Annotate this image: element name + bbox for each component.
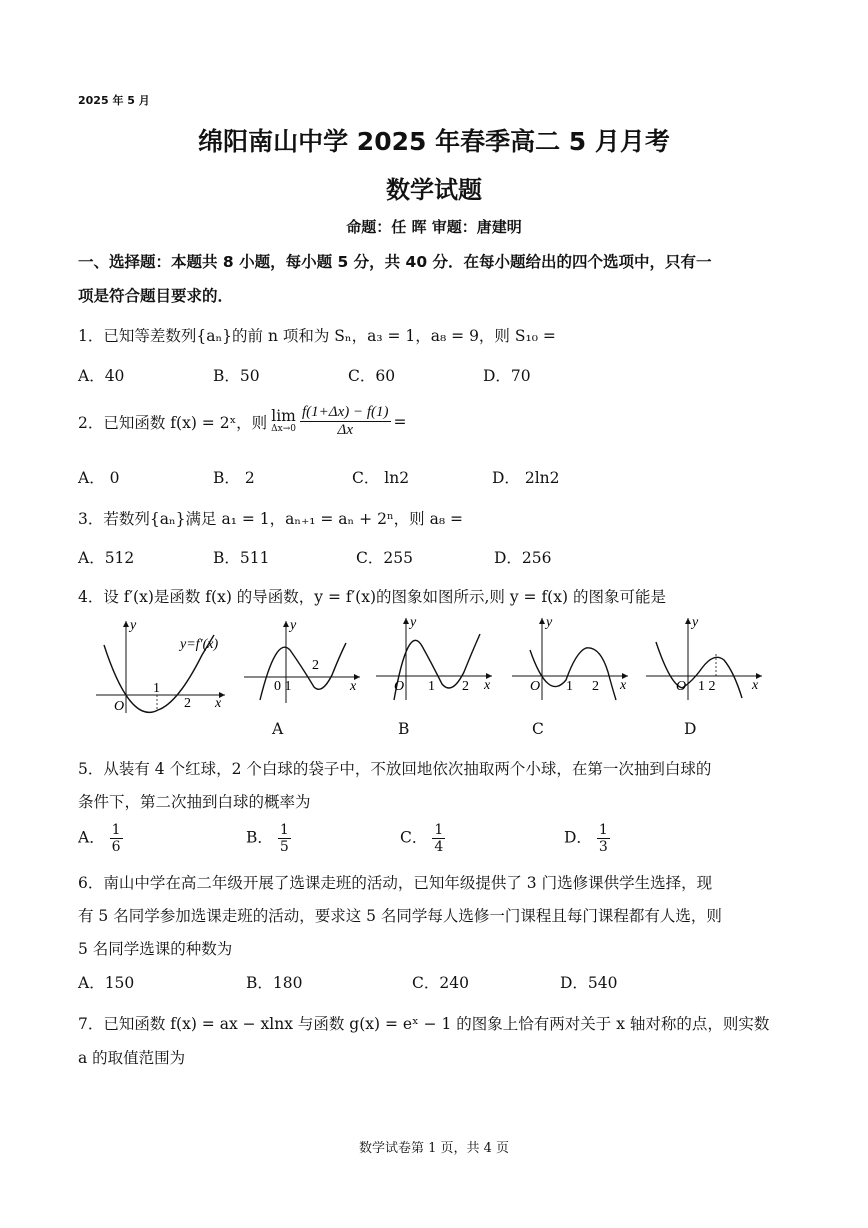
question-7-line1: 7．已知函数 f(x) = ax − xlnx 与函数 g(x) = eˣ − 1 的图象上恰有两对关于 x 轴对称的点，则实数 xyxy=(78,1015,770,1033)
option-a-graph xyxy=(240,615,365,705)
q2-option-d: D． 2ln2 xyxy=(492,469,560,487)
graph-label-d: D xyxy=(684,720,697,738)
q5-option-b xyxy=(246,822,291,855)
q1-option-b: B．50 xyxy=(213,367,260,385)
q5-option-d xyxy=(564,822,610,855)
d-tick-12: 1 2 xyxy=(698,679,716,694)
q5-option-d-label: D． xyxy=(564,828,592,847)
main-x-label: x xyxy=(215,696,222,711)
graph-label-b: B xyxy=(398,720,410,738)
q2-lim-sub: Δx→0 xyxy=(271,423,296,434)
question-5-line1: 5．从装有 4 个红球，2 个白球的袋子中，不放回地依次抽取两个小球，在第一次抽到白球的 xyxy=(78,760,712,778)
option-d-graph xyxy=(642,612,767,702)
a-x-label: x xyxy=(350,679,357,694)
q2-limit xyxy=(271,409,296,434)
c-x-label: x xyxy=(620,678,627,693)
q2-option-b: B． 2 xyxy=(213,469,255,487)
q5-b-num: 1 xyxy=(279,822,289,838)
d-y-label: y xyxy=(692,615,699,630)
q5-option-d-fraction xyxy=(597,822,610,855)
q2-option-a: A． 0 xyxy=(78,469,120,487)
question-5-line2: 条件下，第二次抽到白球的概率为 xyxy=(78,793,311,811)
a-tick-2: 2 xyxy=(312,658,319,673)
q2-fraction xyxy=(300,404,391,439)
question-1-text: 1．已知等差数列{aₙ}的前 n 项和为 Sₙ，a₃ = 1，a₈ = 9，则 S₁₀ = xyxy=(78,327,556,345)
section-heading-line1: 一、选择题：本题共 8 小题，每小题 5 分，共 40 分．在每小题给出的四个选项中，只有一 xyxy=(78,253,712,271)
q5-b-den: 5 xyxy=(279,839,289,855)
derivative-graph xyxy=(90,615,230,715)
question-6-line1: 6．南山中学在高二年级开展了选课走班的活动，已知年级提供了 3 门选修课供学生选择，现 xyxy=(78,874,713,892)
main-curve-label: y=f′(x) xyxy=(180,637,219,652)
q5-option-a-fraction xyxy=(110,822,123,855)
q5-d-num: 1 xyxy=(598,822,608,838)
graph-label-a: A xyxy=(272,720,284,738)
q2-prefix: 2．已知函数 f(x) = 2ˣ，则 xyxy=(78,413,268,432)
q6-option-a: A．150 xyxy=(78,974,135,992)
question-6-line3: 5 名同学选课的种数为 xyxy=(78,940,233,958)
a-y-label: y xyxy=(290,618,297,633)
q5-option-b-fraction xyxy=(278,822,291,855)
question-3-text: 3．若数列{aₙ}满足 a₁ = 1，aₙ₊₁ = aₙ + 2ⁿ，则 a₈ = xyxy=(78,510,463,528)
d-x-label: x xyxy=(752,678,759,693)
main-tick-1: 1 xyxy=(153,681,160,696)
q5-option-a xyxy=(78,822,123,855)
q5-option-c xyxy=(400,822,445,855)
q2-denominator: Δx xyxy=(337,422,353,438)
d-origin-label: O xyxy=(676,679,687,694)
q5-a-den: 6 xyxy=(111,839,121,855)
b-origin-label: O xyxy=(394,679,405,694)
q2-option-c: C． ln2 xyxy=(352,469,410,487)
q3-option-b: B．511 xyxy=(213,549,270,567)
c-tick-1: 1 xyxy=(566,679,573,694)
q3-option-d: D．256 xyxy=(494,549,552,567)
q6-option-c: C．240 xyxy=(412,974,469,992)
q5-c-den: 4 xyxy=(434,839,444,855)
a-tick-01: 0 1 xyxy=(274,679,292,694)
q2-suffix: = xyxy=(393,412,407,431)
q6-option-d: D．540 xyxy=(560,974,618,992)
q6-option-b: B．180 xyxy=(246,974,303,992)
question-4-text: 4．设 f′(x)是函数 f(x) 的导函数，y = f′(x)的图象如图所示,则 y = f(x) 的图象可能是 xyxy=(78,588,666,606)
q1-option-c: C．60 xyxy=(348,367,396,385)
q1-option-a: A．40 xyxy=(78,367,125,385)
b-tick-1: 1 xyxy=(428,679,435,694)
question-7-line2: a 的取值范围为 xyxy=(78,1049,186,1067)
exam-date: 2025 年 5 月 xyxy=(78,94,150,107)
b-tick-2: 2 xyxy=(462,679,469,694)
main-tick-2: 2 xyxy=(184,696,191,711)
b-y-label: y xyxy=(410,615,417,630)
c-origin-label: O xyxy=(530,679,541,694)
q2-lim-word: lim xyxy=(271,407,296,426)
q5-option-b-label: B． xyxy=(246,828,273,847)
exam-title: 绵阳南山中学 2025 年春季高二 5 月月考 xyxy=(198,127,670,156)
option-c-graph xyxy=(508,612,633,702)
exam-authors: 命题：任 晖 审题：唐建明 xyxy=(346,218,522,236)
q3-option-c: C．255 xyxy=(356,549,413,567)
main-y-label: y xyxy=(130,618,137,633)
section-heading-line2: 项是符合题目要求的． xyxy=(78,287,234,305)
question-6-line2: 有 5 名同学参加选课走班的活动，要求这 5 名同学每人选修一门课程且每门课程都有人选，则 xyxy=(78,907,722,925)
main-origin-label: O xyxy=(114,699,125,714)
c-y-label: y xyxy=(546,615,553,630)
c-tick-2: 2 xyxy=(592,679,599,694)
q5-option-c-label: C． xyxy=(400,828,428,847)
question-2-text xyxy=(78,404,407,439)
q5-option-c-fraction xyxy=(432,822,445,855)
q5-c-num: 1 xyxy=(434,822,444,838)
graph-label-c: C xyxy=(532,720,544,738)
q2-numerator: f(1+Δx) − f(1) xyxy=(301,404,389,420)
q3-option-a: A．512 xyxy=(78,549,135,567)
q1-option-d: D．70 xyxy=(483,367,531,385)
b-x-label: x xyxy=(484,678,491,693)
q5-a-num: 1 xyxy=(111,822,121,838)
option-b-graph xyxy=(372,612,497,702)
page-footer: 数学试卷第 1 页，共 4 页 xyxy=(358,1141,510,1156)
q5-option-a-label: A． xyxy=(78,828,105,847)
q5-d-den: 3 xyxy=(598,839,608,855)
exam-subtitle: 数学试题 xyxy=(386,176,482,204)
